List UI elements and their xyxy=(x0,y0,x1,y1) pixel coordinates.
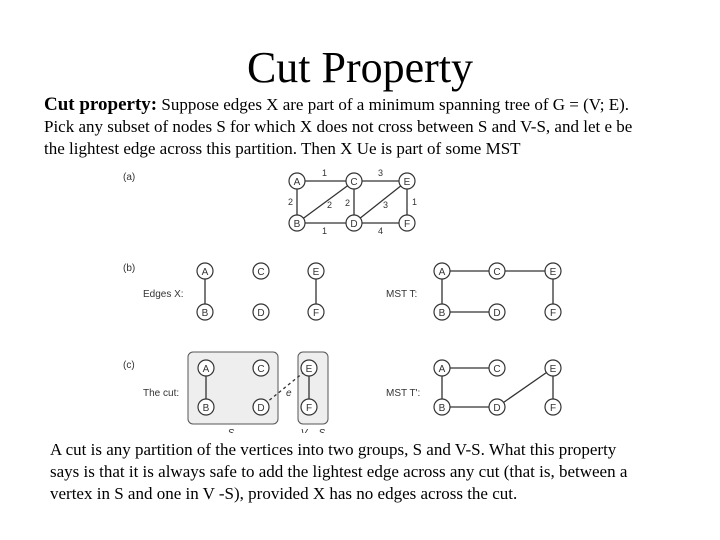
node-c-b xyxy=(198,399,214,415)
weight-a-c: 1 xyxy=(322,168,328,178)
svg-text:D: D xyxy=(350,219,358,230)
weight-b-d: 1 xyxy=(322,226,328,236)
svg-text:E: E xyxy=(305,364,313,375)
node-t-e xyxy=(545,263,561,279)
node-tp-c xyxy=(489,360,505,376)
caption-line-1: A cut is any partition of the vertices into two groups, S and V-S. What this property xyxy=(50,440,617,459)
node-a-c xyxy=(346,173,362,189)
node-tp-a xyxy=(434,360,450,376)
panel-label-a: (a) xyxy=(123,172,136,183)
node-t-d xyxy=(489,304,505,320)
svg-text:C: C xyxy=(257,364,265,375)
svg-text:A: A xyxy=(438,364,446,375)
svg-text:D: D xyxy=(493,403,501,414)
cut-edge-e-label: e xyxy=(286,388,292,399)
svg-text:B: B xyxy=(202,403,210,414)
svg-text:B: B xyxy=(201,308,209,319)
panel-label-b: (b) xyxy=(123,263,136,274)
svg-text:C: C xyxy=(493,364,501,375)
svg-text:D: D xyxy=(257,308,265,319)
mst-t-label: MST T: xyxy=(386,289,418,300)
node-a-a xyxy=(289,173,305,189)
svg-text:B: B xyxy=(438,403,446,414)
node-tp-d xyxy=(489,399,505,415)
node-bx-a xyxy=(197,263,213,279)
node-t-b xyxy=(434,304,450,320)
svg-text:F: F xyxy=(549,403,557,414)
node-tp-e xyxy=(545,360,561,376)
svg-text:E: E xyxy=(549,364,557,375)
svg-text:A: A xyxy=(201,267,209,278)
caption-line-2: says is that it is always safe to add the lightest edge across any cut (that is, between a xyxy=(50,462,628,481)
panel-label-c: (c) xyxy=(123,360,135,371)
weight-c-d: 2 xyxy=(345,198,351,208)
the-cut-label: The cut: xyxy=(143,388,180,399)
node-c-e xyxy=(301,360,317,376)
node-t-f xyxy=(545,304,561,320)
node-a-d xyxy=(346,215,362,231)
node-c-f xyxy=(301,399,317,415)
node-bx-c xyxy=(253,263,269,279)
intro-lead: Cut property: xyxy=(44,94,158,115)
tp-edge-d-e xyxy=(497,368,553,407)
edges-x-label: Edges X: xyxy=(143,289,184,300)
intro-line-1-text: Suppose edges X are part of a minimum spanning tree of G = (V; E). xyxy=(161,95,630,114)
svg-text:F: F xyxy=(312,308,320,319)
node-a-b xyxy=(289,215,305,231)
node-a-f xyxy=(399,215,415,231)
node-c-c xyxy=(253,360,269,376)
weight-d-f: 4 xyxy=(378,226,384,236)
svg-text:E: E xyxy=(403,177,411,188)
nodes-a xyxy=(289,173,418,231)
cut-explanation-caption xyxy=(44,433,696,511)
intro-line-3: the lightest edge across this partition. Then X Ue is part of some MST xyxy=(44,139,521,158)
node-tp-f xyxy=(545,399,561,415)
svg-text:D: D xyxy=(257,403,265,414)
node-t-c xyxy=(489,263,505,279)
svg-text:D: D xyxy=(493,308,501,319)
node-bx-b xyxy=(197,304,213,320)
weight-e-f: 1 xyxy=(412,197,418,207)
svg-text:E: E xyxy=(549,267,557,278)
nodes-edges-x xyxy=(197,263,324,320)
svg-text:A: A xyxy=(293,177,301,188)
intro-line-2: Pick any subset of nodes S for which X does not cross between S and V-S, and let e be xyxy=(44,117,633,136)
node-bx-d xyxy=(253,304,269,320)
node-t-a xyxy=(434,263,450,279)
svg-text:E: E xyxy=(312,267,320,278)
node-bx-e xyxy=(308,263,324,279)
svg-text:F: F xyxy=(403,219,411,230)
node-bx-f xyxy=(308,304,324,320)
svg-text:C: C xyxy=(493,267,501,278)
svg-text:A: A xyxy=(438,267,446,278)
svg-text:B: B xyxy=(293,219,301,230)
node-c-d xyxy=(253,399,269,415)
node-c-a xyxy=(198,360,214,376)
weight-a-b: 2 xyxy=(288,197,294,207)
node-a-e xyxy=(399,173,415,189)
node-tp-b xyxy=(434,399,450,415)
weight-b-c: 2 xyxy=(327,200,333,210)
svg-text:B: B xyxy=(438,308,446,319)
caption-line-3: vertex in S and one in V -S), provided X has no edges across the cut. xyxy=(50,484,518,503)
slide-title: Cut Property xyxy=(246,43,474,92)
edge-d-e xyxy=(354,181,407,223)
svg-text:A: A xyxy=(202,364,210,375)
svg-text:C: C xyxy=(257,267,265,278)
weight-d-e: 3 xyxy=(383,200,389,210)
svg-text:F: F xyxy=(549,308,557,319)
weight-c-e: 3 xyxy=(378,168,384,178)
svg-text:F: F xyxy=(305,403,313,414)
svg-text:C: C xyxy=(350,177,358,188)
mst-t-prime-label: MST T': xyxy=(386,388,421,399)
